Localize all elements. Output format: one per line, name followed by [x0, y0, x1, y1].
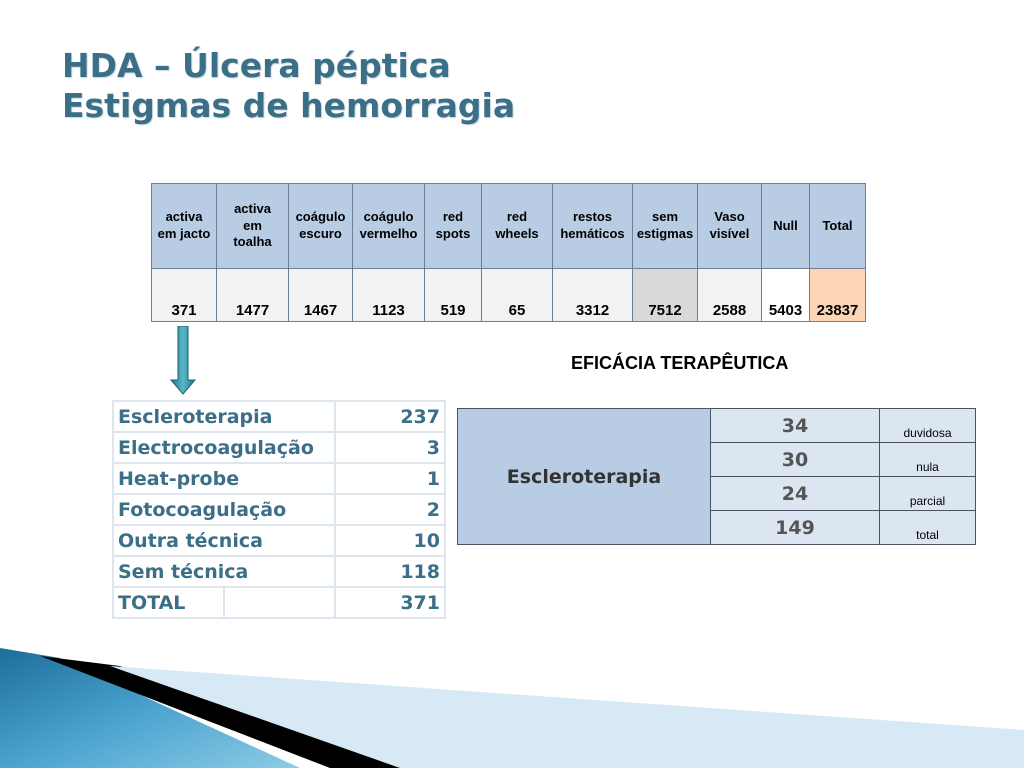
table-row [113, 525, 445, 556]
efficacy-table [457, 408, 976, 545]
efficacy-label: Escleroterapia [458, 409, 711, 545]
header-restos-hematicos: restos hemáticos [553, 184, 633, 269]
efficacy-value: 24 [711, 477, 880, 511]
efficacy-desc: duvidosa [880, 409, 976, 443]
table-row [113, 463, 445, 494]
header-activa-jacto: activa em jacto [152, 184, 217, 269]
table-row [113, 401, 445, 432]
header-coagulo-vermelho: coágulo vermelho [353, 184, 425, 269]
table-row [113, 432, 445, 463]
empty-cell [224, 587, 335, 618]
value-red-spots: 519 [425, 269, 482, 322]
header-red-spots: red spots [425, 184, 482, 269]
table-row [113, 556, 445, 587]
title-line-1: HDA – Úlcera péptica [62, 46, 451, 85]
title-line-2: Estigmas de hemorragia [62, 85, 516, 125]
stigmata-header-row [152, 184, 866, 269]
value-coagulo-escuro: 1467 [289, 269, 353, 322]
decorative-swoosh [0, 640, 1024, 768]
technique-name: Electrocoagulação [113, 432, 335, 463]
stigmata-table [151, 183, 866, 322]
value-null: 5403 [762, 269, 810, 322]
header-null: Null [762, 184, 810, 269]
value-restos-hematicos: 3312 [553, 269, 633, 322]
down-arrow-icon [170, 326, 196, 396]
technique-value: 118 [335, 556, 445, 587]
header-red-wheels: red wheels [482, 184, 553, 269]
technique-name: Heat-probe [113, 463, 335, 494]
value-coagulo-vermelho: 1123 [353, 269, 425, 322]
technique-value: 237 [335, 401, 445, 432]
value-red-wheels: 65 [482, 269, 553, 322]
page-title [62, 46, 515, 125]
efficacy-desc: parcial [880, 477, 976, 511]
value-activa-toalha: 1477 [217, 269, 289, 322]
technique-name: Sem técnica [113, 556, 335, 587]
technique-name: Outra técnica [113, 525, 335, 556]
technique-name: Fotocoagulação [113, 494, 335, 525]
technique-value: 1 [335, 463, 445, 494]
header-vaso-visivel: Vaso visível [698, 184, 762, 269]
technique-value: 2 [335, 494, 445, 525]
stigmata-values-row [152, 269, 866, 322]
technique-name: Escleroterapia [113, 401, 335, 432]
value-vaso-visivel: 2588 [698, 269, 762, 322]
technique-value: 10 [335, 525, 445, 556]
efficacy-desc: nula [880, 443, 976, 477]
efficacy-heading: EFICÁCIA TERAPÊUTICA [571, 353, 789, 373]
efficacy-value: 34 [711, 409, 880, 443]
table-row [458, 409, 976, 443]
header-sem-estigmas: sem estigmas [633, 184, 698, 269]
value-activa-jacto: 371 [152, 269, 217, 322]
header-total: Total [810, 184, 866, 269]
value-total: 23837 [810, 269, 866, 322]
efficacy-value: 149 [711, 511, 880, 545]
table-total-row [113, 587, 445, 618]
technique-table [112, 400, 446, 619]
table-row [113, 494, 445, 525]
header-coagulo-escuro: coágulo escuro [289, 184, 353, 269]
efficacy-desc: total [880, 511, 976, 545]
header-activa-toalha: activa em toalha [217, 184, 289, 269]
value-sem-estigmas: 7512 [633, 269, 698, 322]
efficacy-value: 30 [711, 443, 880, 477]
technique-total-value: 371 [335, 587, 445, 618]
technique-value: 3 [335, 432, 445, 463]
technique-total-label: TOTAL [113, 587, 224, 618]
